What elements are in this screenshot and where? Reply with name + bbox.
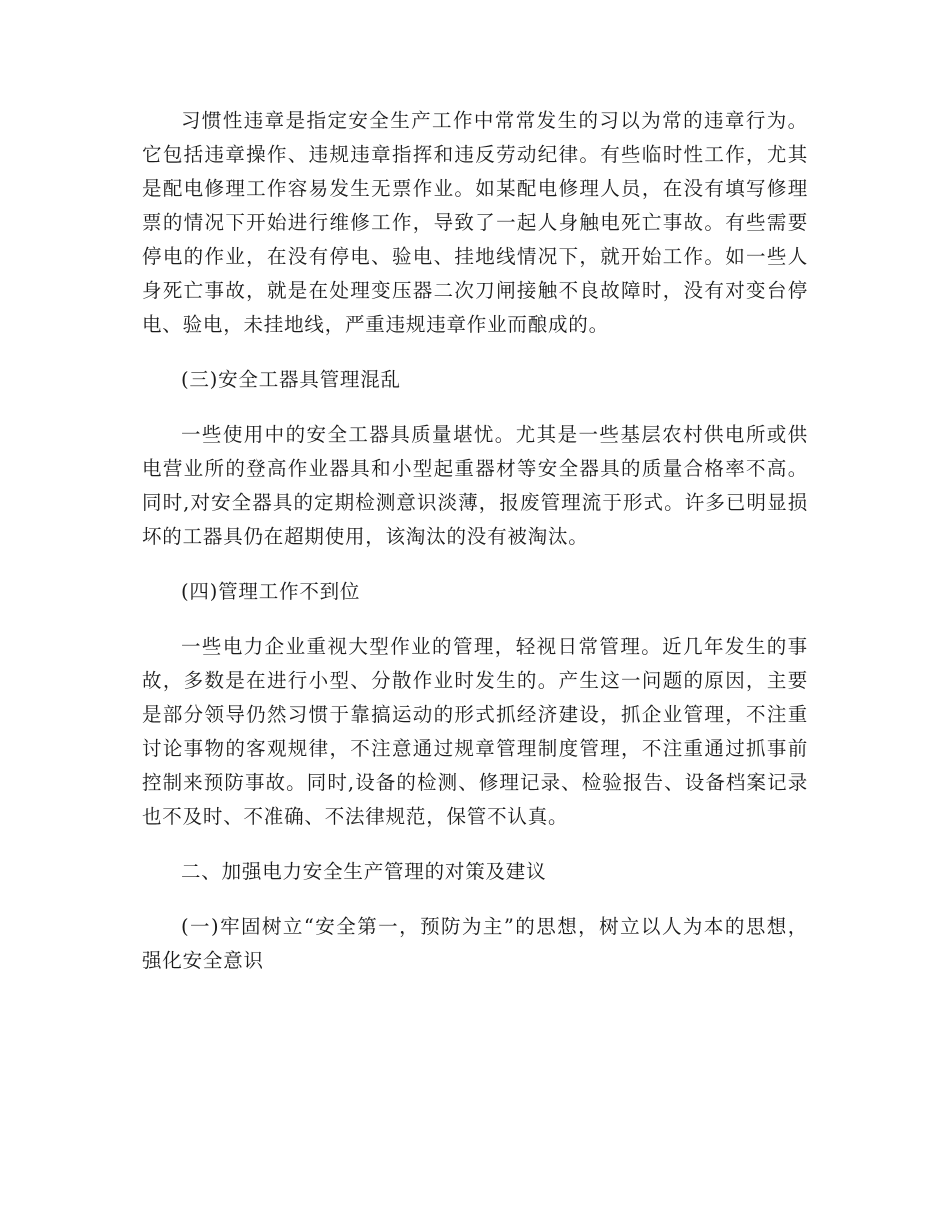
document-page [142,104,808,999]
section-heading-management: (四)管理工作不到位 [181,580,361,603]
paragraph-management: 一些电力企业重视大型作业的管理，轻视日常管理。近几年发生的事故，多数是在进行小型、分散作业时发生的。产生这一问题的原因，主要是部分领导仍然习惯于靠搞运动的形式抓经济建设，抓企业管理，不注重讨论事物的客观规律，不注意通过规章管理制度管理，不注重通过抓事前控制来预防事故。同时,设备的检测、修理记录、检验报告、设备档案记录也不及时、不准确、不法律规范，保管不认真。 [142,635,808,828]
subsection-heading-safety-first: (一)牢固树立“安全第一，预防为主”的思想，树立以人为本的思想，强化安全意识 [142,915,808,972]
section-heading-countermeasures: 二、加强电力安全生产管理的对策及建议 [181,860,547,883]
paragraph-habitual-violation: 习惯性违章是指定安全生产工作中常常发生的习以为常的违章行为。它包括违章操作、违规违章指挥和违反劳动纪律。有些临时性工作，尤其是配电修理工作容易发生无票作业。如某配电修理人员，在没有填写修理票的情况下开始进行维修工作，导致了一起人身触电死亡事故。有些需要停电的作业，在没有停电、验电、挂地线情况下，就开始工作。如一些人身死亡事故，就是在处理变压器二次刀闸接触不良故障时，没有对变台停电、验电，未挂地线，严重违规违章作业而酿成的。 [142,109,808,336]
section-heading-safety-tools: (三)安全工器具管理混乱 [181,368,401,391]
paragraph-safety-tools: 一些使用中的安全工器具质量堪忧。尤其是一些基层农村供电所或供电营业所的登高作业器具和小型起重器材等安全器具的质量合格率不高。同时,对安全器具的定期检测意识淡薄，报废管理流于形式。许多已明显损坏的工器具仍在超期使用，该淘汰的没有被淘汰。 [142,423,808,548]
